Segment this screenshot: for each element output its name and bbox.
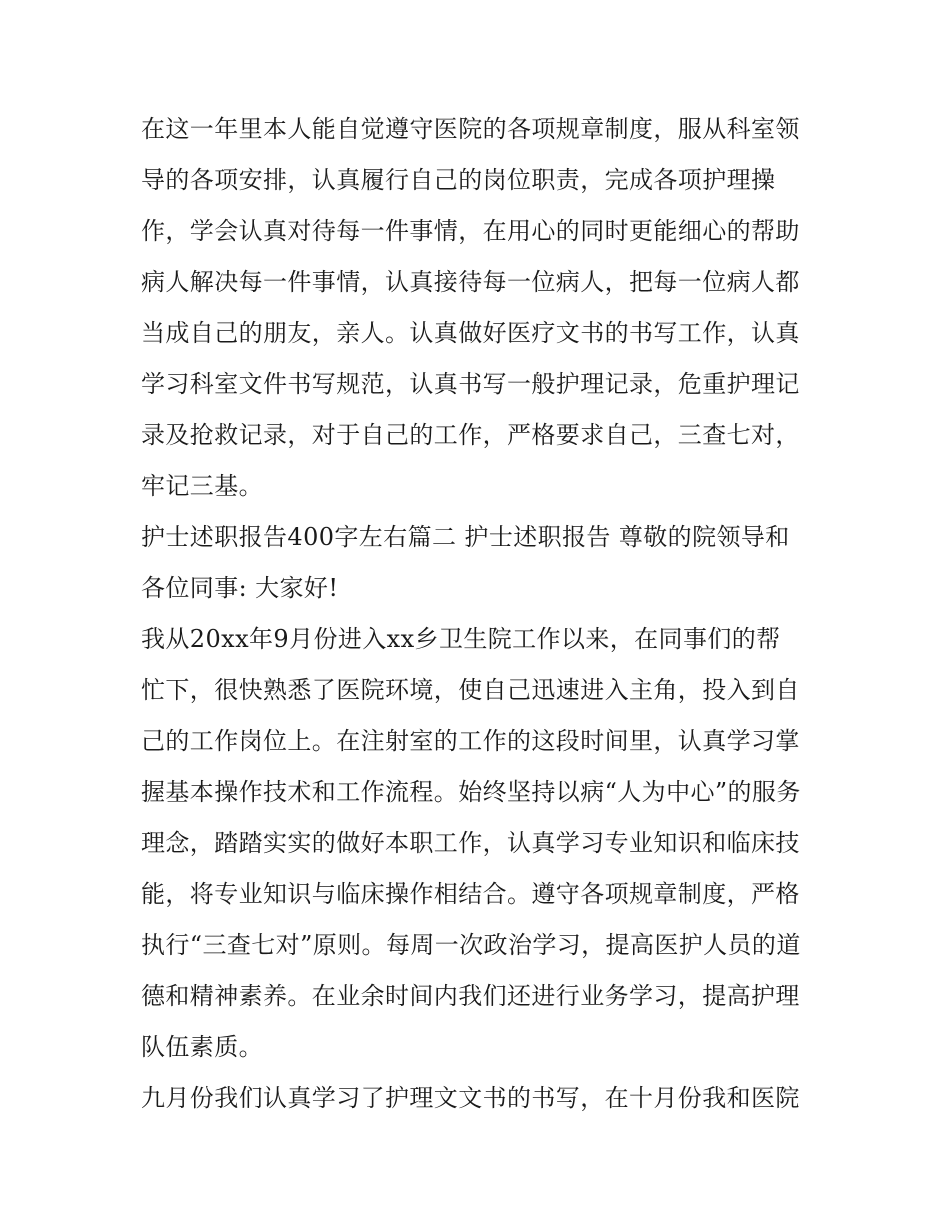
text-line: 理念，踏踏实实的做好本职工作，认真学习专业知识和临床技 [141, 829, 800, 857]
text-line: 当成自己的朋友，亲人。认真做好医疗文书的书写工作，认真 [141, 319, 800, 347]
text-line: 我从20xx年9月份进入xx乡卫生院工作以来，在同事们的帮 [141, 625, 781, 653]
text-line: 九月份我们认真学习了护理文文书的书写，在十月份我和医院 [141, 1084, 800, 1112]
text-line: 队伍素质。 [141, 1033, 263, 1061]
text-line: 己的工作岗位上。在注射室的工作的这段时间里，认真学习掌 [141, 727, 800, 755]
document-body [141, 104, 816, 1124]
text-line: 导的各项安排，认真履行自己的岗位职责，完成各项护理操 [141, 166, 776, 194]
text-line: 握基本操作技术和工作流程。始终坚持以病“人为中心”的服务 [141, 778, 801, 806]
greeting-line: 各位同事: 大家好! [141, 574, 339, 602]
text-line: 忙下，很快熟悉了医院环境，使自己迅速进入主角，投入到自 [141, 676, 800, 704]
text-line: 执行“三查七对”原则。每周一次政治学习，提高医护人员的道 [141, 931, 801, 959]
text-line: 病人解决每一件事情，认真接待每一位病人，把每一位病人都 [141, 268, 800, 296]
text-line: 在这一年里本人能自觉遵守医院的各项规章制度，服从科室领 [141, 115, 800, 143]
text-line: 作，学会认真对待每一件事情，在用心的同时更能细心的帮助 [141, 217, 800, 245]
text-line: 录及抢救记录，对于自己的工作，严格要求自己，三查七对， [141, 421, 800, 449]
text-line: 学习科室文件书写规范，认真书写一般护理记录，危重护理记 [141, 370, 800, 398]
text-line: 德和精神素养。在业余时间内我们还进行业务学习，提高护理 [141, 982, 800, 1010]
text-line: 牢记三基。 [141, 472, 263, 500]
text-line: 能，将专业知识与临床操作相结合。遵守各项规章制度，严格 [141, 880, 800, 908]
section-heading-line: 护士述职报告400字左右篇二 护士述职报告 尊敬的院领导和 [141, 523, 790, 551]
